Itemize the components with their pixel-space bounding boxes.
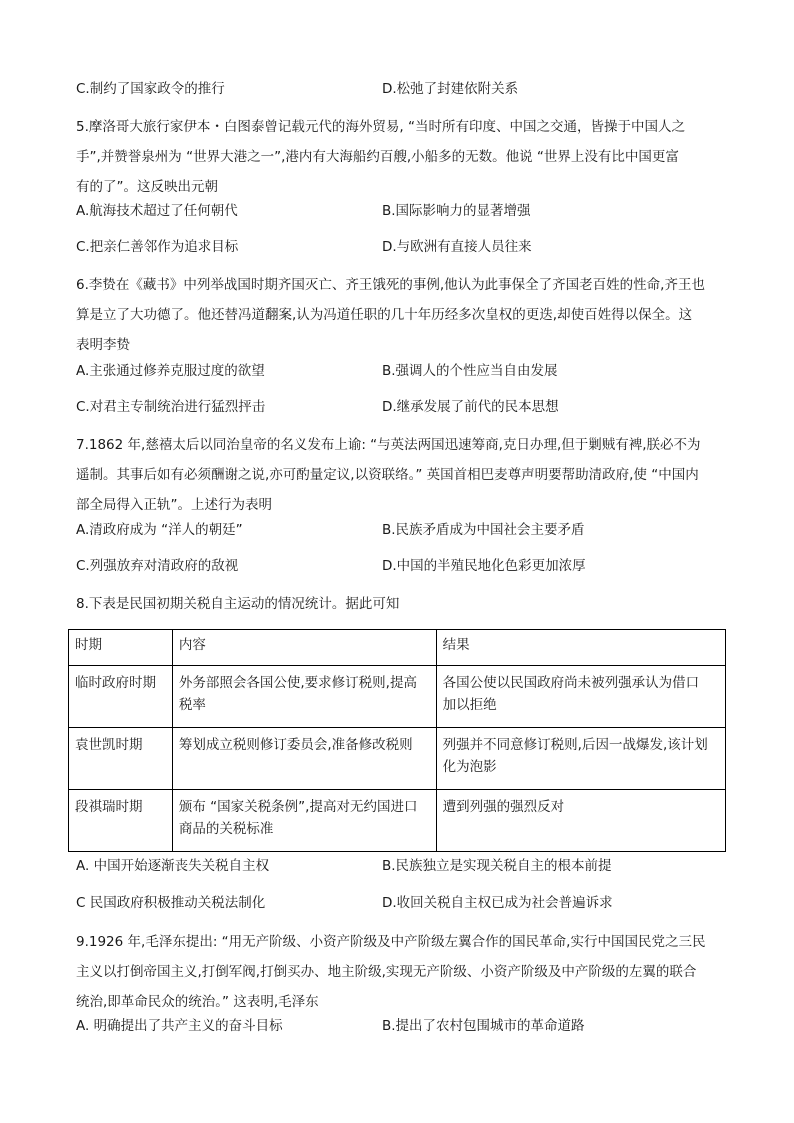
q4-option-c: C.制约了国家政令的推行 — [76, 81, 225, 97]
q5-stem — [76, 112, 726, 202]
table-header-content: 内容 — [172, 630, 436, 666]
q5-stem-line: 手”,并赞誉泉州为 “世界大港之一”,港内有大海船约百艘,小船多的无数。他说 “世界上没有比中国更富 — [76, 149, 679, 165]
cell-line: 各国公使以民国政府尚未被列强承认为借口 — [442, 675, 700, 691]
q8-stem: 8.下表是民国初期关税自主运动的情况统计。据此可知 — [76, 596, 400, 612]
cell-line: 化为泡影 — [442, 759, 497, 775]
q8-option-b: B.民族独立是实现关税自主的根本前提 — [382, 858, 612, 874]
q9-stem-line: 主义以打倒帝国主义,打倒军阀,打倒买办、地主阶级,实现无产阶级、小资产阶级及中产阶级的左翼的联合 — [76, 964, 697, 980]
q5-option-c: C.把亲仁善邻作为追求目标 — [76, 239, 239, 255]
table-cell-result — [436, 728, 725, 790]
table-row — [69, 790, 726, 852]
q6-option-a: A.主张通过修养克服过度的欲望 — [76, 363, 265, 379]
q5-option-b: B.国际影响力的显著增强 — [382, 203, 531, 219]
table-cell-period: 段祺瑞时期 — [69, 790, 173, 852]
cell-line: 颁布 “国家关税条例”,提高对无约国进口 — [178, 799, 418, 815]
table-header-period: 时期 — [69, 630, 173, 666]
q9-option-b: B.提出了农村包围城市的革命道路 — [382, 1018, 585, 1034]
table-cell-result — [436, 790, 725, 852]
q4-option-d: D.松弛了封建依附关系 — [382, 81, 519, 97]
q7-stem — [76, 430, 726, 520]
q8-table — [68, 629, 726, 852]
table-row — [69, 666, 726, 728]
table-cell-period: 临时政府时期 — [69, 666, 173, 728]
q6-stem-line: 表明李贽 — [76, 337, 130, 353]
cell-line: 加以拒绝 — [442, 697, 497, 713]
q9-stem — [76, 927, 726, 1017]
q6-option-b: B.强调人的个性应当自由发展 — [382, 363, 558, 379]
table-header-row — [69, 630, 726, 666]
cell-line: 列强并不同意修订税则,后因一战爆发,该计划 — [442, 737, 708, 753]
q7-option-a: A.清政府成为 “洋人的朝廷” — [76, 522, 243, 538]
q7-stem-line: 7.1862 年,慈禧太后以同治皇帝的名义发布上谕: “与英法两国迅速筹商,克日办理,但于剿贼有裨,朕必不为 — [76, 437, 701, 453]
table-cell-result — [436, 666, 725, 728]
q7-option-c: C.列强放弃对清政府的敌视 — [76, 558, 239, 574]
q5-option-d: D.与欧洲有直接人员往来 — [382, 239, 532, 255]
q6-stem-line: 算是立了大功德了。他还替冯道翻案,认为冯道任职的几十年历经多次皇权的更迭,却使百姓得以保全。这 — [76, 307, 693, 323]
cell-line: 税率 — [178, 697, 206, 713]
table-cell-content — [172, 728, 436, 790]
cell-line: 遭到列强的强烈反对 — [442, 799, 565, 815]
q7-option-d: D.中国的半殖民地化色彩更加浓厚 — [382, 558, 586, 574]
table-row — [69, 728, 726, 790]
q7-option-b: B.民族矛盾成为中国社会主要矛盾 — [382, 522, 585, 538]
table-cell-period: 袁世凯时期 — [69, 728, 173, 790]
q6-stem-line: 6.李贽在《藏书》中列举战国时期齐国灭亡、齐王饿死的事例,他认为此事保全了齐国老百姓的性命,齐王也 — [76, 277, 705, 293]
q6-option-d: D.继承发展了前代的民本思想 — [382, 399, 559, 415]
q8-option-c: C 民国政府积极推动关税法制化 — [76, 895, 266, 911]
table-cell-content — [172, 790, 436, 852]
q5-stem-line: 有的了”。这反映出元朝 — [76, 179, 218, 195]
cell-line: 筹划成立税则修订委员会,准备修改税则 — [178, 737, 413, 753]
q8-option-a: A. 中国开始逐渐丧失关税自主权 — [76, 858, 270, 874]
q9-stem-line: 9.1926 年,毛泽东提出: “用无产阶级、小资产阶级及中产阶级左翼合作的国民革命,实行中国国民党之三民 — [76, 934, 706, 950]
q8-option-d: D.收回关税自主权已成为社会普遍诉求 — [382, 895, 613, 911]
q5-stem-line: 5.摩洛哥大旅行家伊本・白图泰曾记载元代的海外贸易, “当时所有印度、中国之交通，皆操于中国人之 — [76, 119, 685, 135]
q7-stem-line: 部全局得入正轨”。上述行为表明 — [76, 497, 272, 513]
q5-option-a: A.航海技术超过了任何朝代 — [76, 203, 238, 219]
table-header-result: 结果 — [436, 630, 725, 666]
cell-line: 商品的关税标准 — [178, 821, 274, 837]
q6-stem — [76, 270, 726, 360]
q9-option-a: A. 明确提出了共产主义的奋斗目标 — [76, 1018, 283, 1034]
table-cell-content — [172, 666, 436, 728]
q6-option-c: C.对君主专制统治进行猛烈抨击 — [76, 399, 266, 415]
q7-stem-line: 遥制。其事后如有必须酬谢之说,亦可酌量定议,以资联络。” 英国首相巴麦尊声明要帮助清政府,使 “中国内 — [76, 467, 699, 483]
cell-line: 外务部照会各国公使,要求修订税则,提高 — [178, 675, 417, 691]
q9-stem-line: 统治,即革命民众的统治。” 这表明,毛泽东 — [76, 994, 319, 1010]
